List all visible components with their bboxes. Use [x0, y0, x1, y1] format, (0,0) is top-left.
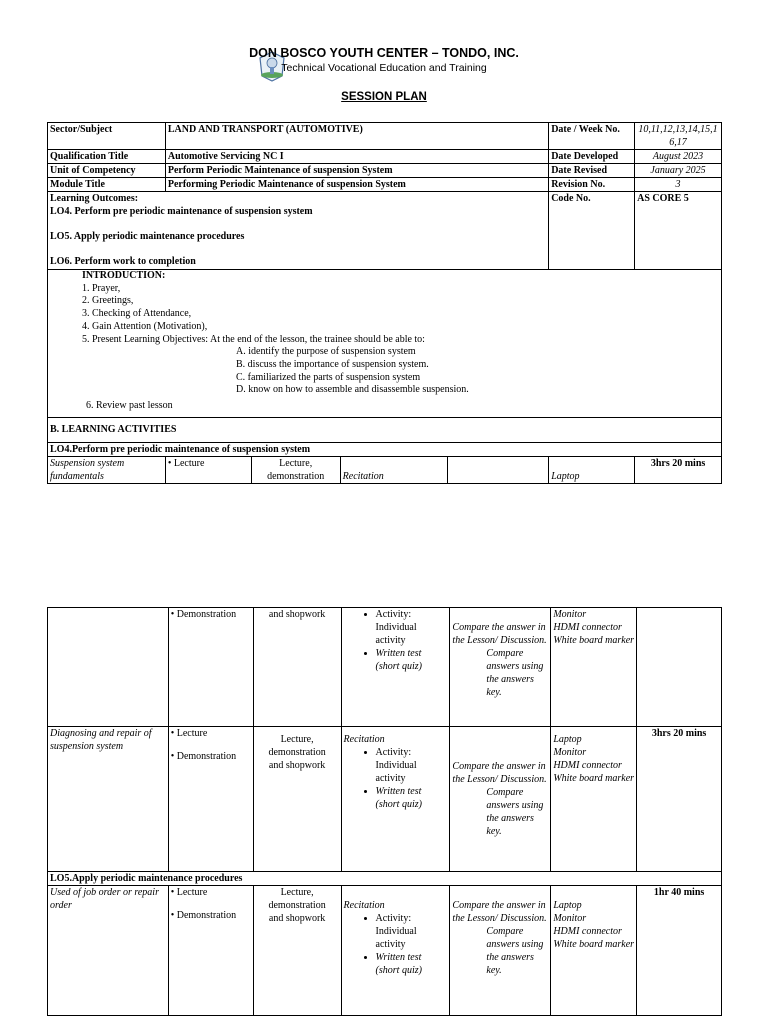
organization-subtitle: Technical Vocational Education and Training [281, 62, 487, 74]
method-demo: • Demonstration [168, 608, 253, 727]
learning-activities-heading: B. LEARNING ACTIVITIES [48, 417, 722, 442]
intro-review: 6. Review past lesson [86, 400, 173, 412]
time-cell: 3hrs 20 mins [635, 456, 722, 483]
activity-item: • Activity: Individual activity [376, 608, 448, 647]
date-developed-value: August 2023 [635, 150, 722, 164]
lo4-heading: LO4.Perform pre periodic maintenance of suspension system [48, 442, 722, 456]
module-value: Performing Periodic Maintenance of suspension System [165, 178, 548, 192]
topic-cell: Suspension system fundamentals [48, 456, 166, 483]
topic-cell [48, 608, 169, 727]
introduction-section [48, 270, 722, 418]
compare-cell: Compare the answer in the Lesson/ Discussion. Compare answers using the answers key. [450, 886, 551, 1016]
intro-item: 3. Checking of Attendance, [82, 308, 192, 320]
qualification-value: Automotive Servicing NC I [165, 150, 548, 164]
outcome-lo6: LO6. Perform work to completion [50, 256, 196, 267]
date-week-value: 10,11,12,13,14,15,16,17 [635, 123, 722, 150]
intro-item: 1. Prayer, [82, 282, 121, 294]
sector-label: Sector/Subject [48, 123, 166, 150]
resources-cell: Monitor HDMI connector White board marker [551, 608, 637, 727]
outcomes-label: Learning Outcomes: [50, 193, 139, 204]
assessment-cell: Recitation • Activity: Individual activity • Written test (short quiz) [341, 727, 450, 872]
delivery-mode: Lecture, demonstration and shopwork [253, 886, 341, 1016]
date-developed-label: Date Developed [549, 150, 635, 164]
delivery-mode: and shopwork [253, 608, 341, 727]
topic-cell: Diagnosing and repair of suspension system [48, 727, 169, 872]
method-lecture: • Lecture [165, 456, 251, 483]
activity-item: • Activity: Individual activity [376, 912, 448, 951]
compare-cell: Compare the answer in the Lesson/ Discussion. Compare answers using the answers key. [450, 727, 551, 872]
revision-label: Revision No. [549, 178, 635, 192]
lo5-heading: LO5.Apply periodic maintenance procedures [48, 872, 722, 886]
resources-cell: Laptop Monitor HDMI connector White board marker [551, 886, 637, 1016]
date-revised-value: January 2025 [635, 164, 722, 178]
module-label: Module Title [48, 178, 166, 192]
activity-item: • Activity: Individual activity [376, 746, 448, 785]
code-label: Code No. [549, 192, 635, 270]
time-cell [637, 608, 722, 727]
topic-cell: Used of job order or repair order [48, 886, 169, 1016]
objective-item: D. know on how to assemble and disassemble suspension. [236, 384, 469, 396]
code-value: AS CORE 5 [635, 192, 722, 270]
unit-label: Unit of Competency [48, 164, 166, 178]
time-cell: 3hrs 20 mins [637, 727, 722, 872]
intro-item: 4. Gain Attention (Motivation), [82, 320, 208, 332]
resource-laptop: Laptop [549, 456, 635, 483]
delivery-mode: Lecture, demonstration and shopwork [253, 727, 341, 872]
organization-name: DON BOSCO YOUTH CENTER – TONDO, INC. [249, 46, 519, 60]
test-item: • Written test (short quiz) [376, 951, 448, 977]
methods-cell: • Lecture • Demonstration [168, 886, 253, 1016]
assessment-cell: Recitation • Activity: Individual activity • Written test (short quiz) [341, 886, 450, 1016]
test-item: • Written test (short quiz) [376, 785, 448, 811]
assessment-cell [341, 608, 450, 727]
session-plan-table [47, 122, 722, 484]
test-item: • Written test (short quiz) [376, 647, 448, 673]
introduction-heading: INTRODUCTION: [82, 270, 166, 281]
objective-item: B. discuss the importance of suspension system. [236, 358, 429, 370]
session-plan-table-continued [47, 607, 722, 1016]
document-title: SESSION PLAN [341, 91, 427, 103]
compare-cell: Compare the answer in the Lesson/ Discussion. Compare answers using the answers key. [450, 608, 551, 727]
outcome-lo4: LO4. Perform pre periodic maintenance of suspension system [50, 206, 313, 217]
objective-item: A. identify the purpose of suspension system [236, 346, 416, 358]
objective-item: C. familiarized the parts of suspension system [236, 371, 421, 383]
date-week-label: Date / Week No. [549, 123, 635, 150]
recitation-cell: Recitation [340, 456, 448, 483]
unit-value: Perform Periodic Maintenance of suspension System [165, 164, 548, 178]
date-revised-label: Date Revised [549, 164, 635, 178]
intro-objectives: 5. Present Learning Objectives: At the end of the lesson, the trainee should be able to: [82, 333, 425, 345]
sector-value: LAND AND TRANSPORT (AUTOMOTIVE) [165, 123, 548, 150]
revision-value: 3 [635, 178, 722, 192]
learning-outcomes [48, 192, 549, 270]
delivery-mode: Lecture, demonstration [251, 456, 340, 483]
qualification-label: Qualification Title [48, 150, 166, 164]
methods-cell: • Lecture • Demonstration [168, 727, 253, 872]
compare-cell [448, 456, 549, 483]
resources-cell: Laptop Monitor HDMI connector White board marker [551, 727, 637, 872]
time-cell: 1hr 40 mins [637, 886, 722, 1016]
outcome-lo5: LO5. Apply periodic maintenance procedures [50, 231, 245, 242]
intro-item: 2. Greetings, [82, 295, 134, 307]
